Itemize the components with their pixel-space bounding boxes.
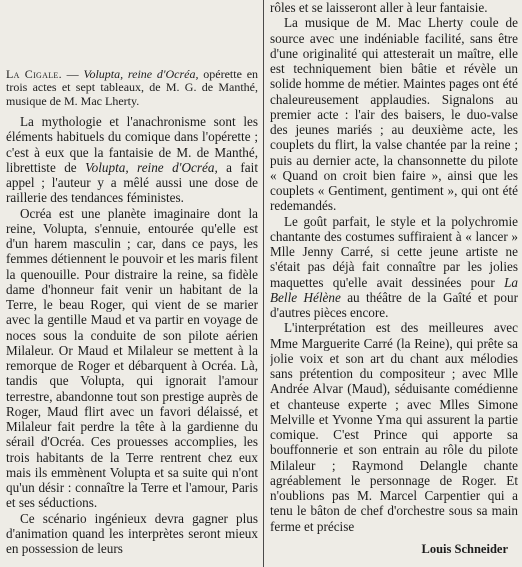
paragraph-text: Le goût parfait, le style et la polychromie chantante des costumes suffiraient à « lancer » Mlle Jenny Carré, si cette jeune artiste ne s'était pas déjà fait connaître par les jolies maquettes qu'elle avait dessinées pour bbox=[270, 213, 518, 290]
paragraph: L'interprétation est des meilleures avec Mme Marguerite Carré (la Reine), qui prête sa jolie voix et son art du chant aux mélodies sans prétention du compositeur ; avec Mlle Andrée Alvar (Maud), séduisante comédienne et chanteuse experte ; avec Mlles Simone Melville et Yvonne Yma qui assurent la partie comique. C'est Prince qui apporte sa bouffonnerie et son entrain au rôle du pilote Milaleur ; Raymond Delangle chante agréablement le personnage de Roger. Et n'oublions pas M. Marcel Carpentier qui a tenu le bâton de chef d'orchestre sous sa main ferme et précise bbox=[270, 320, 518, 534]
paragraph-text: La mythologie et l'anachronisme sont les éléments habituels du comique dans l'opérette ; c'est à eux que la fantaisie de M. de Manthé, librettiste de bbox=[6, 114, 258, 175]
paragraph: Ce scénario ingénieux devra gagner plus d'animation quand les interprètes seront mieux en possession de leurs bbox=[6, 510, 258, 557]
right-column bbox=[270, 0, 518, 557]
paragraph: La musique de M. Mac Lherty coule de source avec une indéniable facilité, sans être d'une originalité qui attesterait un maître, elle est techniquement bien bâtie et révèle un solide homme de métier. Maintes pages ont été chaleureusement applaudies. Signalons au premier acte : l'air des baisers, le duo-valse des jeunes mariés ; au deuxième acte, les couplets du flirt, la valse chantée par la reine ; puis au dernier acte, la chansonnette du pilote « Quand on croit bien faire », ainsi que les couplets « Gentiment, gentiment », qui ont été redemandés. bbox=[270, 15, 518, 214]
author-signature: Louis Schneider bbox=[421, 541, 508, 556]
paragraph-text: a fait appel ; l'auteur y a mêlé aussi une dose de raillerie des tendances féministes. bbox=[6, 159, 258, 206]
paragraph-italic-title: La Belle Hélène bbox=[270, 274, 518, 305]
left-column bbox=[6, 0, 258, 556]
heading-credits: opérette en trois actes et sept tableaux, de M. G. de Manthé, musique de M. Mac Lherty. bbox=[6, 67, 258, 108]
review-heading bbox=[6, 68, 258, 108]
paragraph-italic-title: Volupta, reine d'Ocréa, bbox=[85, 159, 218, 175]
paragraph bbox=[6, 114, 258, 206]
paragraph: Ocréa est une planète imaginaire dont la reine, Volupta, s'ennuie, entourée qu'elle est d'un harem masculin ; car, dans ce pays, les femmes détiennent le pouvoir et les maris filent la quenouille. Pour distraire la reine, sa fidèle dame d'honneur fait venir un habitant de la Terre, le beau Roger, qui vient de se marier avec la gentille Maud et va partir en voyage de noces sous la conduite de son pilote aérien Milaleur. Or Maud et Milaleur se mettent à la remorque de Roger et débarquent à Ocréa. Là, tandis que Volupta, qui ignorait l'amour terrestre, abandonne tout son prestige auprès de Roger, Maud flirt avec un favori délaissé, et Milaleur fait perdre la tête à la gardienne du sérail d'Ocréa. Ces prouesses accomplies, les trois habitants de la Terre rentrent chez eux mais ils emmènent Volupta et sa suite qui n'ont qu'un désir : connaître la Terre et l'amour, Paris et ses séductions. bbox=[6, 205, 258, 511]
paragraph-text: au théâtre de la Gaîté et pour d'autres pièces encore. bbox=[270, 289, 518, 320]
heading-dash: — bbox=[61, 67, 84, 81]
operetta-title: Volupta, reine d'Ocréa, bbox=[83, 67, 199, 81]
column-divider bbox=[263, 0, 264, 567]
paragraph bbox=[270, 214, 518, 321]
theatre-name: La Cigale. bbox=[6, 67, 62, 81]
paragraph-continuation: rôles et se laisseront aller à leur fantaisie. bbox=[270, 0, 488, 15]
